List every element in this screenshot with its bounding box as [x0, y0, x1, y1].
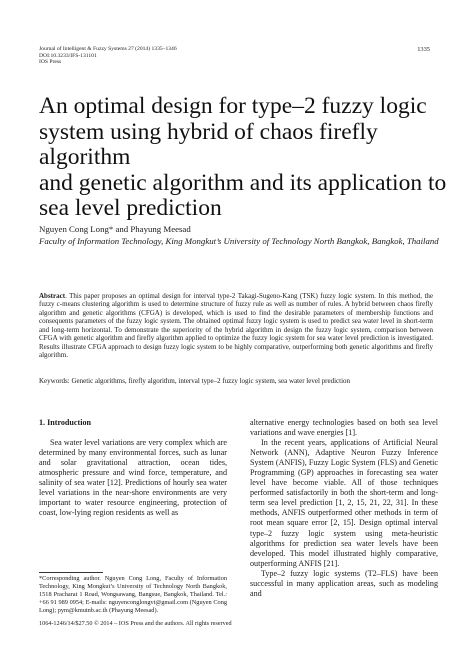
- paper-title: [39, 94, 459, 222]
- keywords: Keywords: Genetic algorithms, firefly algorithm, interval type–2 fuzzy logic system, sea water level prediction: [39, 377, 351, 385]
- page-number: 1335: [417, 46, 430, 53]
- affiliation: Faculty of Information Technology, King Mongkut’s University of Technology North Bangkok, Bangkok, Thailand: [39, 236, 439, 246]
- abstract: [39, 292, 433, 360]
- doi: DOI:10.3233/IFS-131101: [39, 52, 97, 59]
- footnote-divider: [39, 572, 103, 573]
- section-heading: 1. Introduction: [39, 418, 92, 427]
- title-line: and genetic algorithm and its application to: [39, 169, 447, 196]
- intro-paragraph: In the recent years, applications of Artificial Neural Network (ANN), Adaptive Neuron Fuzzy Inference System (ANFIS), Fuzzy Logic System (FLS) and Genetic Programming (GP) approaches in forecasting sea water level have become viable. All of those techniques performed satisfactorily in both the short-term and long-term sea level prediction [1, 2, 15, 21, 22, 31]. In these methods, ANFIS outperformed other methods in term of root mean square error [2, 15]. Design optimal interval type–2 fuzzy logic system using meta-heuristic algorithms for prediction sea water levels have been developed. This model illustrated highly comparative, outperforming ANFIS [21].: [250, 438, 438, 568]
- title-line: system using hybrid of chaos firefly algorithm: [39, 118, 378, 170]
- publisher: IOS Press: [39, 59, 62, 66]
- abstract-text: . This paper proposes an optimal design for interval type-2 Takagi-Sugeno-Kang (TSK) fuzzy logic system. In this method, the fuzzy c-means clustering algorithm is used to determine structure of fuzzy rule as well as number of rules. A hybrid between chaos firefly algorithm and genetic algorithms (CFGA) is developed, which is used to find the desirable parameters of membership functions and consequents parameters of the fuzzy logic system. The obtained optimal fuzzy logic system is used to predict sea water level in short-term and long-term horizontal. To demonstrate the superiority of the hybrid algorithm in design the fuzzy logic system, comparison between CFGA with genetic algorithm and firefly algorithm applied to optimize the fuzzy logic system for sea water level prediction is investigated. Results illustrate CFGA approach to design fuzzy logic system to be highly comparative, outperforming both genetic algorithms and firefly algorithm.: [39, 292, 433, 360]
- corresponding-author-footnote: *Corresponding author. Nguyen Cong Long, Faculty of Information Technology, King Mongkut’s University of Technology North Bangkok, 1518 Pracharat 1 Road, Wongsawang, Bangsue, Bangkok, Thailand. Tel.: +66 91 989 0954; E-mails: nguyenconglongvt@gmail.com (Nguyen Cong Long); pym@kmutnb.ac.th (Phayung Meesad).: [39, 575, 227, 615]
- right-column: [250, 418, 438, 599]
- intro-paragraph: Sea water level variations are very complex which are determined by many environmental forces, such as lunar and solar gravitational attraction, ocean tides, atmospheric pressure and wind force, temperature, and salinity of sea water [12]. Predictions of hourly sea water level variations in the near-shore environments are very important to water resource engineering, protection of coast, low-lying region residents as well as: [39, 438, 227, 518]
- intro-paragraph: Type–2 fuzzy logic systems (T2–FLS) have been successful in many application areas, such as modeling and: [250, 568, 438, 598]
- journal-info: [39, 46, 177, 66]
- abstract-label: Abstract: [39, 292, 66, 300]
- issn-copyright: 1064-1246/14/$27.50 © 2014 – IOS Press and the authors. All rights reserved: [39, 620, 232, 627]
- title-line: An optimal design for type–2 fuzzy logic: [39, 93, 427, 119]
- journal-citation: Journal of Intelligent & Fuzzy Systems 27 (2014) 1335–1346: [39, 46, 177, 52]
- intro-paragraph: alternative energy technologies based on both sea level variations and wave energies [1].: [250, 418, 438, 438]
- left-column: [39, 418, 227, 518]
- title-line: sea level prediction: [39, 195, 222, 221]
- authors: Nguyen Cong Long* and Phayung Meesad: [39, 224, 191, 234]
